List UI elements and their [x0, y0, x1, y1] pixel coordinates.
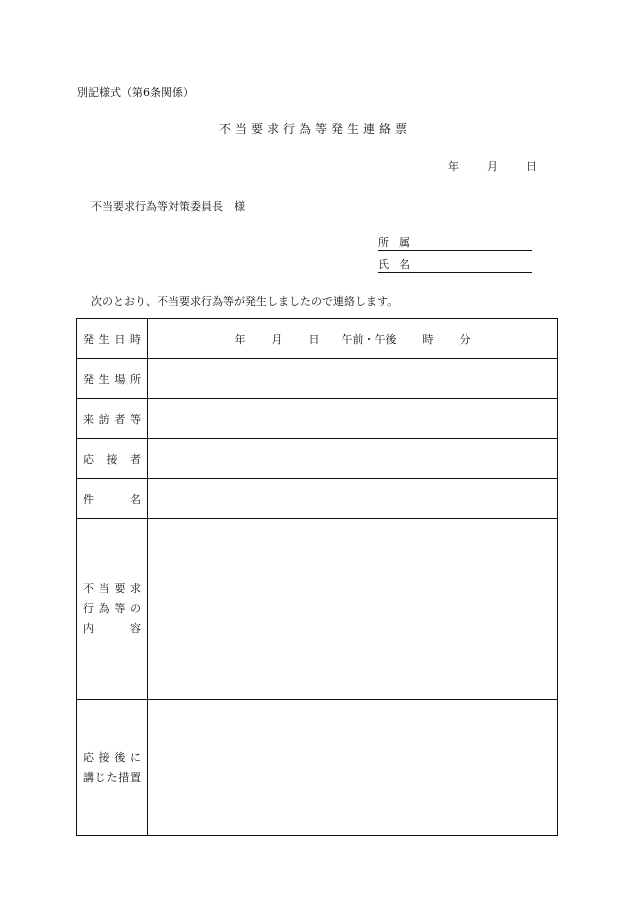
table-row-occurrence-datetime	[77, 319, 558, 359]
occurrence-minute: 分	[459, 332, 471, 346]
date-year: 年	[448, 160, 459, 173]
content-label-line3: 内容	[83, 622, 141, 635]
date-month: 月	[487, 160, 498, 173]
visitor-label-cell	[77, 399, 148, 439]
location-label: 発生場所	[83, 372, 141, 386]
subject-label: 件名	[83, 492, 141, 506]
content-label-line1: 不当要求	[83, 582, 141, 595]
occurrence-am-pm: 午前・午後	[341, 332, 397, 346]
table-row-location	[77, 359, 558, 399]
measures-field[interactable]	[148, 700, 558, 836]
responder-label: 応接者	[83, 452, 141, 466]
visitor-label: 来訪者等	[83, 412, 141, 426]
occurrence-month: 月	[271, 332, 283, 346]
occurrence-datetime-label-cell	[77, 319, 148, 359]
table-row-visitor	[77, 399, 558, 439]
content-field[interactable]	[148, 519, 558, 700]
document-title: 不当要求行為等発生連絡票	[218, 122, 411, 136]
location-field[interactable]	[148, 359, 558, 399]
occurrence-datetime-field[interactable]	[148, 319, 558, 359]
table-row-responder	[77, 439, 558, 479]
incident-report-table	[76, 318, 558, 836]
intro-text: 次のとおり、不当要求行為等が発生しましたので連絡します。	[91, 295, 399, 308]
affiliation-field[interactable]	[378, 234, 532, 251]
responder-label-cell	[77, 439, 148, 479]
occurrence-year: 年	[234, 332, 246, 346]
occurrence-hour: 時	[422, 332, 434, 346]
name-label: 氏名	[378, 258, 420, 271]
table-row-subject	[77, 479, 558, 519]
report-date	[448, 158, 537, 174]
table-row-content	[77, 519, 558, 700]
content-label-cell	[77, 519, 148, 700]
occurrence-day: 日	[308, 332, 320, 346]
measures-label-line1: 応接後に	[83, 750, 141, 764]
subject-label-cell	[77, 479, 148, 519]
date-day: 日	[526, 160, 537, 173]
table-row-measures	[77, 700, 558, 836]
subject-field[interactable]	[148, 479, 558, 519]
measures-label-line2: 講じた措置	[83, 770, 141, 784]
content-label-line2: 行為等の	[83, 602, 141, 615]
occurrence-datetime-label: 発生日時	[83, 332, 141, 346]
name-field[interactable]	[378, 256, 532, 273]
measures-label-cell	[77, 700, 148, 836]
form-reference: 別記様式（第6条関係）	[77, 86, 194, 99]
affiliation-label: 所属	[378, 236, 420, 249]
addressee: 不当要求行為等対策委員長 様	[91, 200, 245, 213]
responder-field[interactable]	[148, 439, 558, 479]
location-label-cell	[77, 359, 148, 399]
visitor-field[interactable]	[148, 399, 558, 439]
